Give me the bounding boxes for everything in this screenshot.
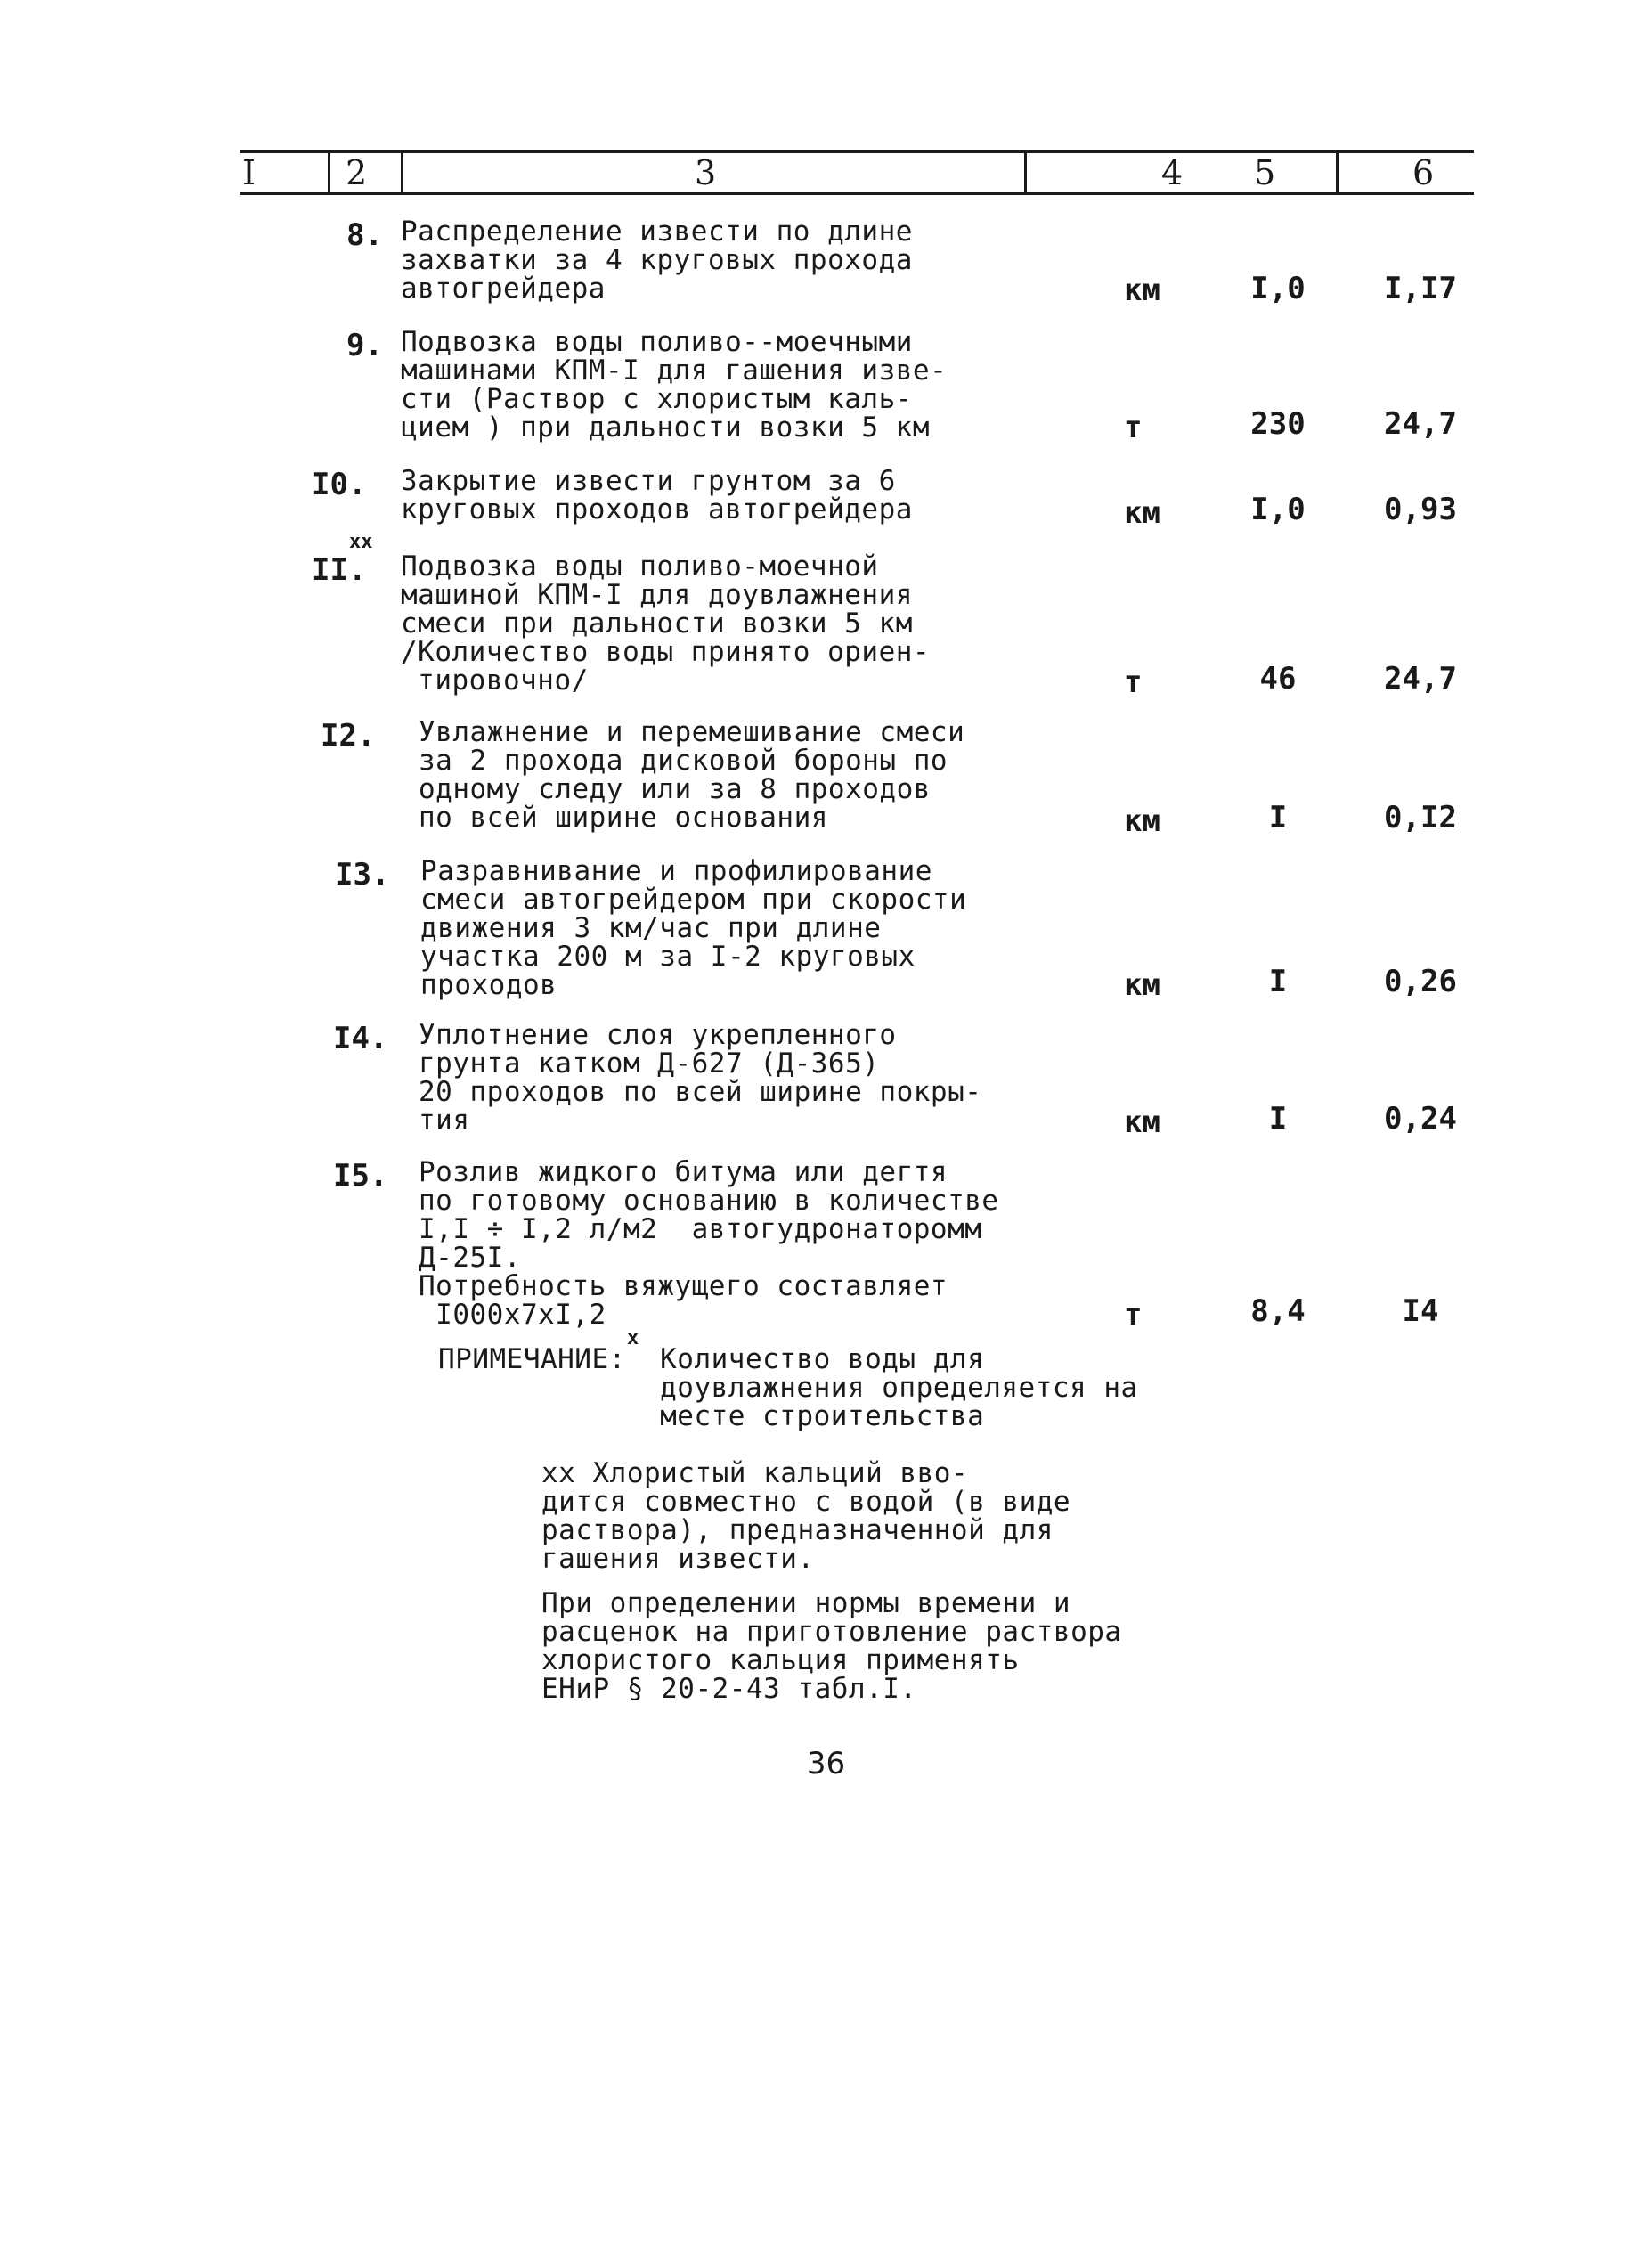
row-value: 0,26: [1384, 964, 1457, 999]
row-quantity: 8,4: [1250, 1293, 1306, 1329]
row-number: 8.: [346, 217, 383, 253]
row-unit: км: [1124, 495, 1160, 531]
row-value: 24,7: [1384, 661, 1457, 697]
row-unit: т: [1124, 664, 1143, 700]
row-unit: т: [1124, 410, 1143, 445]
row-number: I0.: [312, 467, 367, 502]
row-number: I4.: [333, 1021, 388, 1056]
row-quantity: I,0: [1250, 492, 1306, 527]
row-number: I3.: [335, 857, 390, 893]
header-col-2: 2: [346, 153, 368, 192]
row-unit: км: [1124, 967, 1160, 1003]
note-primary: ПРИМЕЧАНИЕ: Количество воды для доувлажнения определяется на месте строительства: [438, 1343, 1138, 1432]
row-unit: т: [1124, 1297, 1143, 1333]
row-quantity: I,0: [1250, 271, 1306, 306]
row-number: 9.: [346, 328, 383, 363]
header-col-3: 3: [695, 153, 717, 192]
header-divider-3: [1024, 151, 1027, 194]
header-col-5: 5: [1254, 153, 1276, 192]
header-divider-4: [1336, 151, 1339, 194]
row-quantity: I: [1268, 964, 1288, 999]
header-bottom-rule: [240, 192, 1474, 195]
row-quantity: I: [1268, 800, 1288, 836]
page-number: 36: [806, 1746, 846, 1781]
row-value: 0,I2: [1384, 800, 1457, 836]
note-enir-reference: При определении нормы времени и расценок на приготовление раствора хлористого кальция применять ЕНиР § 20-2-43 табл.I.: [541, 1587, 1122, 1705]
row-description: Подвозка воды поливо--моечными машинами КПМ-I для гашения изве- сти (Раствор с хлористым каль- цием ) при дальности возки 5 км: [401, 326, 948, 444]
header-divider-2: [401, 151, 403, 194]
row-unit: км: [1124, 1105, 1160, 1140]
row-description: Распределение извести по длине захватки за 4 круговых прохода автогрейдера: [401, 216, 913, 305]
header-top-rule: [240, 150, 1474, 153]
row-description: Разравнивание и профилирование смеси автогрейдером при скорости движения 3 км/час при длине участка 200 м за I-2 круговых проходов: [420, 855, 967, 1001]
row-number: II.: [312, 552, 367, 588]
note-calcium-chloride: хх Хлористый кальций вво- дится совместно с водой (в виде раствора), предназначенной для гашения извести.: [541, 1457, 1071, 1575]
row-description: Закрытие извести грунтом за 6 круговых проходов автогрейдера: [401, 465, 913, 526]
header-col-4: 4: [1161, 153, 1184, 192]
header-divider-1: [328, 151, 330, 194]
row-value: I,I7: [1384, 271, 1457, 306]
row-number: I5.: [333, 1158, 388, 1194]
row-value: 0,93: [1384, 492, 1457, 527]
note-star-mark: х: [627, 1327, 639, 1349]
row-number: I2.: [321, 718, 376, 754]
row-value: I4: [1402, 1293, 1439, 1329]
header-col-6: 6: [1412, 153, 1435, 192]
row-description: Увлажнение и перемешивание смеси за 2 прохода дисковой бороны по одному следу или за 8 проходов по всей ширине основания: [419, 716, 965, 834]
footnote-mark: хх: [349, 531, 373, 553]
row-quantity: 230: [1250, 406, 1306, 442]
row-unit: км: [1124, 803, 1160, 839]
row-description: Подвозка воды поливо-моечной машиной КПМ-I для доувлажнения смеси при дальности возки 5 км /Количество воды принято ориен- тировочно/: [401, 550, 931, 697]
row-quantity: I: [1268, 1101, 1288, 1137]
header-col-1: I: [242, 153, 256, 192]
row-value: 0,24: [1384, 1101, 1457, 1137]
row-value: 24,7: [1384, 406, 1457, 442]
row-quantity: 46: [1259, 661, 1297, 697]
row-unit: км: [1124, 273, 1160, 308]
row-description: Уплотнение слоя укрепленного грунта катком Д-627 (Д-365) 20 проходов по всей ширине покры- тия: [419, 1019, 982, 1137]
row-description: Розлив жидкого битума или дегтя по готовому основанию в количестве I,I ÷ I,2 л/м2 автогудронаторомм Д-25I. Потребность вяжущего составляет I000х7хI,2: [419, 1156, 999, 1331]
